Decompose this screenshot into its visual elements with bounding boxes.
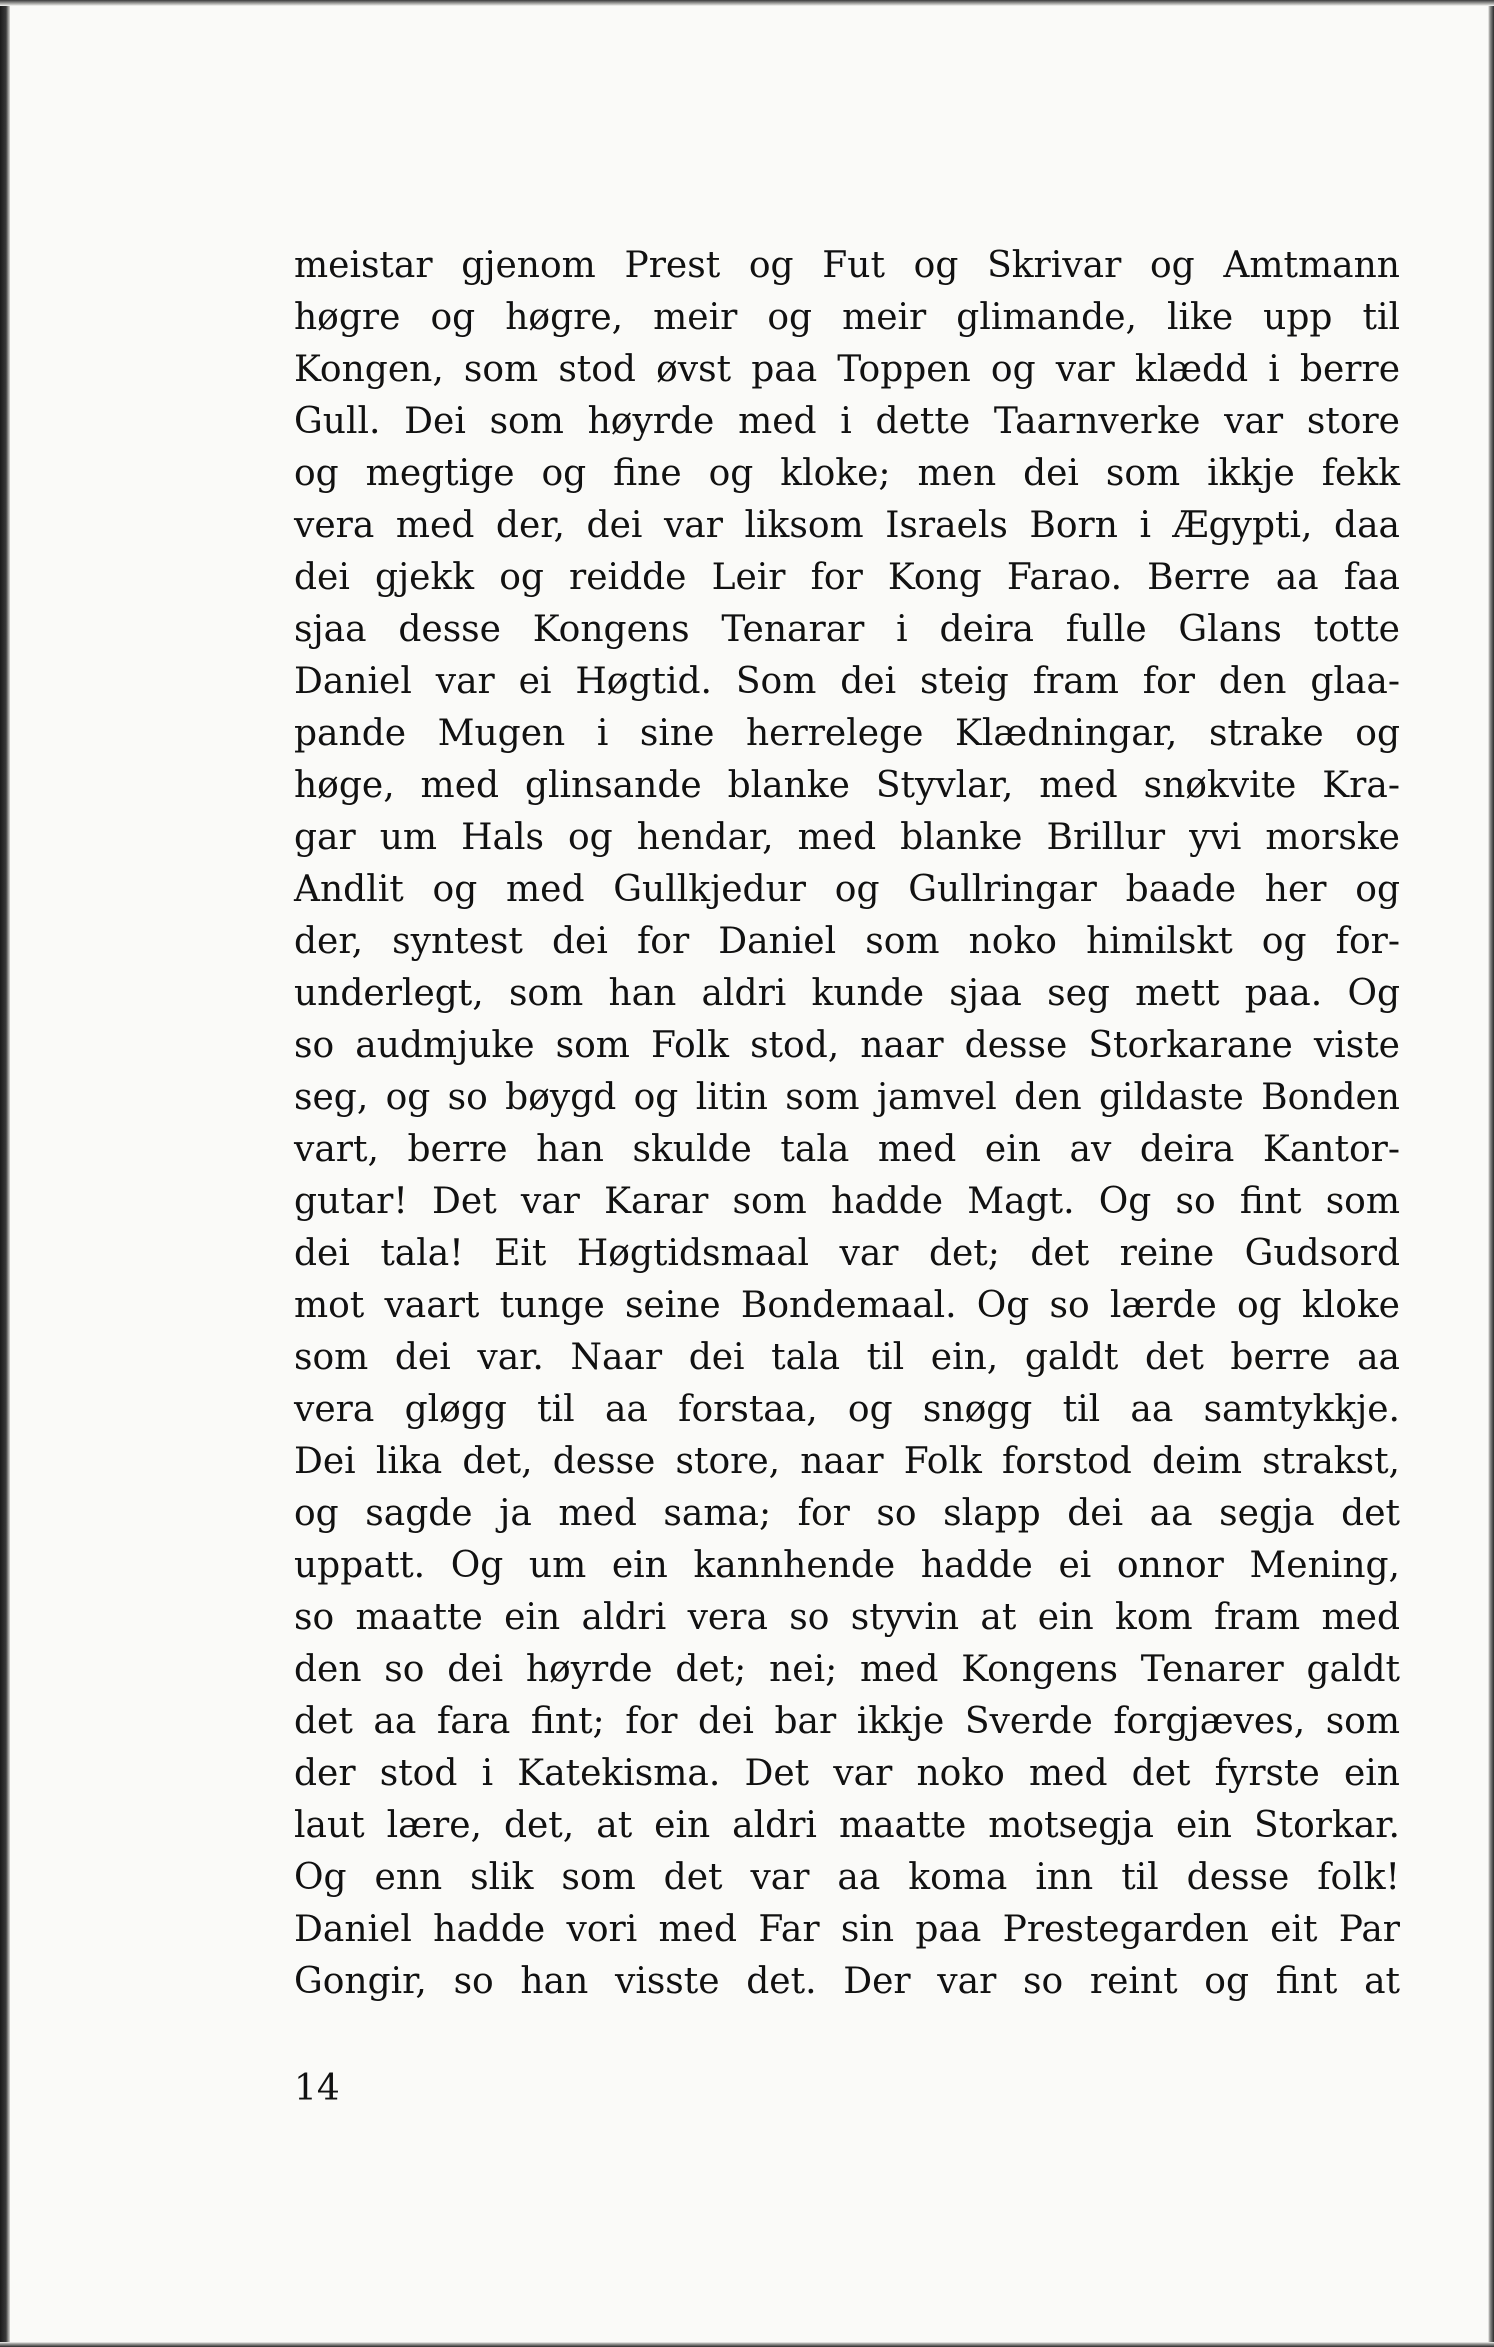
text-line: vera med der, dei var liksom Israels Born i Ægypti, daa [294,505,1400,546]
text-line: den so dei høyrde det; nei; med Kongens Tenarer galdt [294,1649,1400,1690]
text-line: Gull. Dei som høyrde med i dette Taarnverke var store [294,401,1400,442]
text-line: Daniel hadde vori med Far sin paa Prestegarden eit Par [294,1909,1400,1950]
scan-right-edge [1488,0,1494,2347]
text-line: vart, berre han skulde tala med ein av deira Kantor- [294,1129,1400,1170]
scan-left-edge [0,0,10,2347]
scan-bottom-edge [0,2342,1494,2347]
text-line: Kongen, som stod øvst paa Toppen og var klædd i berre [294,349,1400,390]
text-line: der, syntest dei for Daniel som noko himilskt og for- [294,921,1400,962]
text-line: gutar! Det var Karar som hadde Magt. Og so fint som [294,1181,1400,1222]
text-line: og sagde ja med sama; for so slapp dei aa segja det [294,1493,1400,1534]
text-line: so audmjuke som Folk stod, naar desse Storkarane viste [294,1025,1400,1066]
text-line: Daniel var ei Høgtid. Som dei steig fram for den glaa- [294,661,1400,702]
text-line: pande Mugen i sine herrelege Klædningar, strake og [294,713,1400,754]
text-line: seg, og so bøygd og litin som jamvel den gildaste Bonden [294,1077,1400,1118]
text-line: høgre og høgre, meir og meir glimande, like upp til [294,297,1400,338]
text-line: Og enn slik som det var aa koma inn til desse folk! [294,1857,1400,1898]
text-line: meistar gjenom Prest og Fut og Skrivar og Amtmann [294,245,1400,286]
text-line: og megtige og fine og kloke; men dei som ikkje fekk [294,453,1400,494]
text-line: Gongir, so han visste det. Der var so reint og fint at [294,1961,1400,2002]
text-line: dei tala! Eit Høgtidsmaal var det; det reine Gudsord [294,1233,1400,1274]
text-line: underlegt, som han aldri kunde sjaa seg mett paa. Og [294,973,1400,1014]
text-line: Andlit og med Gullkjedur og Gullringar baade her og [294,869,1400,910]
text-line: Dei lika det, desse store, naar Folk forstod deim strakst, [294,1441,1400,1482]
body-text [294,240,1400,2008]
text-line: mot vaart tunge seine Bondemaal. Og so lærde og kloke [294,1285,1400,1326]
text-line: gar um Hals og hendar, med blanke Brillur yvi morske [294,817,1400,858]
text-line: sjaa desse Kongens Tenarar i deira fulle Glans totte [294,609,1400,650]
text-line: som dei var. Naar dei tala til ein, galdt det berre aa [294,1337,1400,1378]
text-line: laut lære, det, at ein aldri maatte motsegja ein Storkar. [294,1805,1400,1846]
text-line: det aa fara fint; for dei bar ikkje Sverde forgjæves, som [294,1701,1400,1742]
text-line: høge, med glinsande blanke Styvlar, med snøkvite Kra- [294,765,1400,806]
text-line: vera gløgg til aa forstaa, og snøgg til aa samtykkje. [294,1389,1400,1430]
text-line: so maatte ein aldri vera so styvin at ein kom fram med [294,1597,1400,1638]
page-number: 14 [294,2068,340,2109]
text-line: dei gjekk og reidde Leir for Kong Farao. Berre aa faa [294,557,1400,598]
scan-top-edge [0,0,1494,6]
text-line: uppatt. Og um ein kannhende hadde ei onnor Mening, [294,1545,1400,1586]
text-line: der stod i Katekisma. Det var noko med det fyrste ein [294,1753,1400,1794]
